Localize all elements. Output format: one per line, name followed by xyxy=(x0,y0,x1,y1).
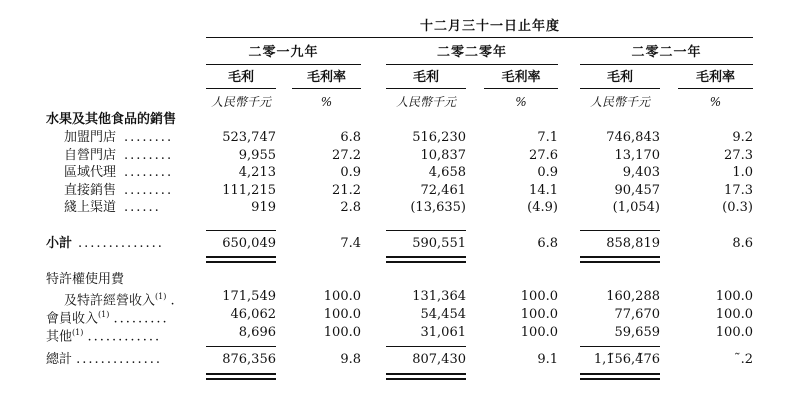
table-row-label: 直接銷售 ........ xyxy=(64,182,174,198)
rule xyxy=(386,88,466,89)
col-margin-2019: 毛利率 xyxy=(306,70,346,85)
col-profit-2020: 毛利 xyxy=(412,70,439,85)
member-margin-2019: 100.0 xyxy=(323,307,361,322)
other-profit-2020: 31,061 xyxy=(420,325,466,340)
table-cell-margin-2019: 0.9 xyxy=(340,165,361,180)
table-row-label: 自營門店 ........ xyxy=(64,147,174,163)
table-cell-margin-2020: 7.1 xyxy=(537,130,558,145)
col-profit-2021: 毛利 xyxy=(606,70,633,85)
subtotal-profit-2020: 590,551 xyxy=(412,236,466,251)
member-profit-2020: 54,454 xyxy=(420,307,466,322)
unit-profit-2019: 人民幣千元 xyxy=(210,95,271,109)
rule xyxy=(386,230,466,231)
franchise-label-line2: 及特許經營收入$^{(1)}$ . xyxy=(64,292,175,309)
total-profit-2019: 876,356 xyxy=(222,352,276,367)
table-cell-profit-2019: 9,955 xyxy=(238,147,276,163)
unit-margin-2020: % xyxy=(515,95,527,109)
other-margin-2019: 100.0 xyxy=(323,325,361,340)
rule xyxy=(678,88,753,89)
rule xyxy=(206,230,276,231)
table-cell-margin-2020: (4.9) xyxy=(527,200,558,215)
double-rule xyxy=(386,378,466,380)
table-cell-margin-2020: 27.6 xyxy=(529,147,558,163)
subtotal-dots: .............. xyxy=(78,236,164,251)
unit-profit-2021: 人民幣千元 xyxy=(589,95,650,109)
subtotal-margin-2020: 6.8 xyxy=(537,236,558,251)
franchise-profit-2020: 131,364 xyxy=(412,289,466,304)
period-header: 十二月三十一日止年度 xyxy=(419,19,560,34)
double-rule xyxy=(580,261,660,263)
table-cell-profit-2020: 72,461 xyxy=(420,182,466,198)
double-rule xyxy=(206,256,276,258)
rule xyxy=(580,230,660,231)
table-cell-margin-2020: 0.9 xyxy=(537,165,558,180)
table-cell-margin-2021: 1.0 xyxy=(732,165,753,180)
total-label: 總計 .............. xyxy=(46,352,163,367)
unit-margin-2019: % xyxy=(320,95,333,109)
table-cell-profit-2019: 919 xyxy=(251,200,276,215)
subtotal-margin-2021: 8.6 xyxy=(732,236,753,251)
double-rule xyxy=(386,373,466,375)
col-margin-2021: 毛利率 xyxy=(695,70,735,85)
table-cell-margin-2021: 9.2 xyxy=(732,130,753,145)
table-cell-margin-2019: 6.8 xyxy=(340,130,361,145)
double-rule xyxy=(206,373,276,375)
table-cell-margin-2021: 17.3 xyxy=(724,182,753,198)
total-profit-2020: 807,430 xyxy=(412,352,466,367)
double-rule xyxy=(206,261,276,263)
subtotal-margin-2019: 7.4 xyxy=(340,236,361,251)
year-rule-2021 xyxy=(580,64,753,65)
double-rule xyxy=(580,256,660,258)
rule xyxy=(386,346,466,347)
section-title: 水果及其他食品的銷售 xyxy=(46,112,177,127)
double-rule xyxy=(206,378,276,380)
double-rule xyxy=(580,378,660,380)
year-rule-2020 xyxy=(386,64,558,65)
subtotal-profit-2019: 650,049 xyxy=(222,236,276,251)
franchise-margin-2021: 100.0 xyxy=(715,289,753,304)
subtotal-profit-2021: 858,819 xyxy=(606,236,660,251)
other-profit-2021: 59,659 xyxy=(614,325,660,340)
double-rule xyxy=(580,373,660,375)
table-cell-profit-2021: 13,170 xyxy=(614,147,660,163)
member-margin-2020: 100.0 xyxy=(520,307,558,322)
col-margin-2020: 毛利率 xyxy=(501,70,541,85)
table-cell-profit-2019: 4,213 xyxy=(238,165,276,180)
unit-profit-2020: 人民幣千元 xyxy=(395,95,456,109)
rule xyxy=(580,346,660,347)
franchise-label-line1: 特許權使用費 xyxy=(46,272,125,287)
other-margin-2020: 100.0 xyxy=(520,325,558,340)
header-rule xyxy=(206,37,753,38)
rule xyxy=(580,88,660,89)
unit-margin-2021: % xyxy=(709,95,722,109)
year-2021: 二零二一年 xyxy=(631,45,702,60)
table-cell-profit-2019: 111,215 xyxy=(222,182,276,198)
rule xyxy=(484,88,558,89)
rule xyxy=(206,346,276,347)
member-margin-2021: 100.0 xyxy=(715,307,753,322)
table-cell-margin-2019: 21.2 xyxy=(332,182,361,198)
franchise-profit-2019: 171,549 xyxy=(222,289,276,304)
table-cell-margin-2021: (0.3) xyxy=(722,200,753,215)
franchise-margin-2020: 100.0 xyxy=(520,289,558,304)
member-label: 會員收入$^{(1)}$ ......... xyxy=(46,310,169,327)
table-cell-profit-2020: 10,837 xyxy=(420,147,466,163)
member-profit-2019: 46,062 xyxy=(230,307,276,322)
year-2019: 二零一九年 xyxy=(248,45,319,60)
table-row-label: 綫上渠道 ...... xyxy=(64,200,161,215)
total-margin-2019: 9.8 xyxy=(340,352,361,367)
table-cell-margin-2019: 2.8 xyxy=(340,200,361,215)
double-rule xyxy=(386,256,466,258)
table-cell-profit-2021: 90,457 xyxy=(614,182,660,198)
franchise-profit-2021: 160,288 xyxy=(606,289,660,304)
table-cell-margin-2020: 14.1 xyxy=(529,182,558,198)
table-row-label: 加盟門店 ........ xyxy=(64,130,174,145)
total-margin-2021: ̃.2 xyxy=(740,352,753,367)
year-2020: 二零二零年 xyxy=(436,45,507,60)
table-cell-profit-2021: 9,403 xyxy=(622,165,660,180)
total-margin-2020: 9.1 xyxy=(537,352,558,367)
table-cell-profit-2020: 4,658 xyxy=(428,165,466,180)
rule xyxy=(292,88,361,89)
col-profit-2019: 毛利 xyxy=(227,70,254,85)
other-label: 其他$^{(1)}$ ............ xyxy=(46,328,162,345)
table-cell-profit-2020: 516,230 xyxy=(412,130,466,145)
double-rule xyxy=(386,261,466,263)
table-cell-profit-2021: 746,843 xyxy=(606,130,660,145)
franchise-margin-2019: 100.0 xyxy=(323,289,361,304)
member-profit-2021: 77,670 xyxy=(614,307,660,322)
total-profit-2021: 1,1̃56,4̃76 xyxy=(593,352,660,367)
other-profit-2019: 8,696 xyxy=(238,325,276,340)
table-cell-margin-2019: 27.2 xyxy=(332,147,361,163)
table-cell-margin-2021: 27.3 xyxy=(724,147,753,163)
year-rule-2019 xyxy=(206,64,361,65)
subtotal-label: 小計 xyxy=(46,236,73,251)
table-cell-profit-2020: (13,635) xyxy=(410,200,466,215)
table-cell-profit-2021: (1,054) xyxy=(612,200,660,215)
other-margin-2021: 100.0 xyxy=(715,325,753,340)
table-cell-profit-2019: 523,747 xyxy=(222,130,276,145)
rule xyxy=(206,88,276,89)
table-row-label: 區域代理 ........ xyxy=(64,165,174,180)
